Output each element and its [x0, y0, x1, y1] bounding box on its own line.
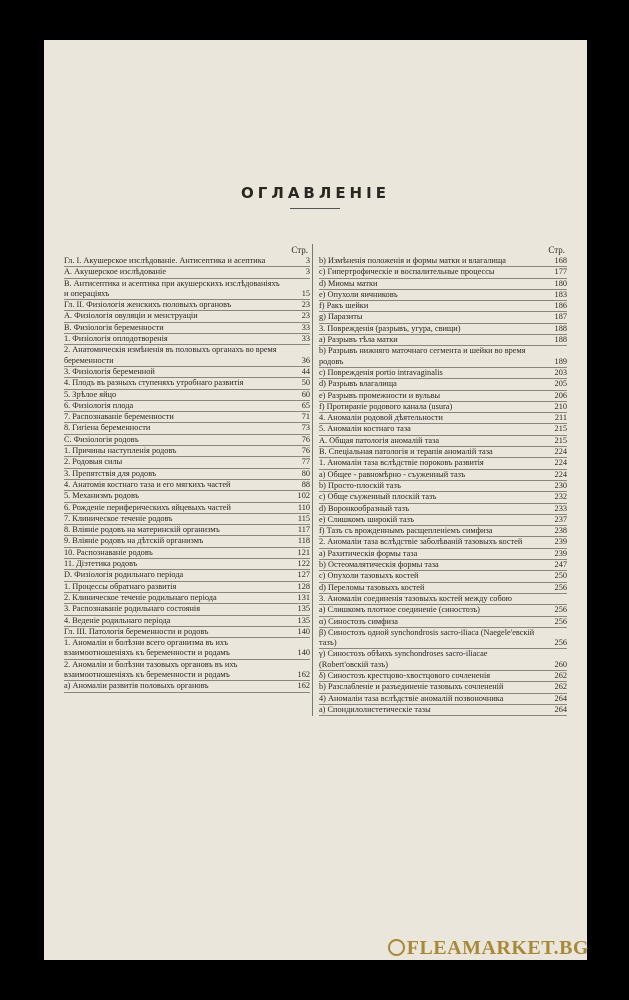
toc-entry-page: 238 [554, 526, 567, 536]
toc-entry-page: 168 [554, 256, 567, 265]
toc-entry [64, 638, 310, 660]
toc-entry [319, 402, 567, 413]
toc-entry-text: 1. Аномаліи и болѣзни всего организма въ ихъ взаимоотношеніяхъ къ беременности и родамъ [64, 638, 230, 658]
watermark [388, 937, 589, 960]
toc-entry-text: В. Антисептика и асептика при акушерскихъ изслѣдованіяхъ и операціяхъ [64, 278, 280, 298]
toc-entry-text: 8. Вліяніе родовъ на материнскій организмъ [64, 525, 220, 535]
toc-entry-page: 224 [554, 469, 567, 479]
toc-entry-page: 60 [301, 389, 310, 399]
toc-entry-text: g) Паразиты [319, 312, 363, 322]
toc-entry-page: 128 [297, 581, 310, 591]
toc-entry-page: 183 [554, 289, 567, 299]
toc-entry-page: 76 [301, 446, 310, 456]
toc-entry-page: 210 [554, 401, 567, 411]
toc-entry-page: 256 [554, 638, 567, 648]
toc-entry-page: 188 [554, 335, 567, 345]
toc-entry-text: Гл. II. Физіологія женскихъ половыхъ органовъ [64, 300, 232, 310]
toc-entry-text: β) Синостозъ одной synchondrosis sacro-iliaca (Naegele'евскій тазъ) [319, 627, 535, 648]
toc-entry-page: 262 [554, 670, 567, 680]
toc-entry-page: 264 [554, 704, 567, 714]
toc-entry [319, 583, 567, 594]
toc-entry-page: 50 [301, 378, 310, 388]
toc-entry [319, 492, 567, 503]
toc-entry [319, 594, 567, 605]
toc-entry-text: А. Физіологія овуляціи и менструаціи [64, 311, 198, 321]
toc-entry [319, 413, 567, 424]
toc-entry-page: 233 [554, 503, 567, 513]
toc-entry [319, 447, 567, 458]
toc-entry-text: С. Физіологія родовъ [64, 434, 139, 444]
toc-entry-page: 239 [554, 537, 567, 547]
toc-entry-text: с) Поврежденія portio intravaginalis [319, 367, 443, 377]
toc-entry [64, 548, 310, 559]
toc-entry-text: 11. Діэтетика родовъ [64, 559, 138, 569]
toc-entry-page: 122 [297, 559, 310, 569]
toc-right-list [319, 256, 567, 716]
toc-entry-text: 9. Вліяніе родовъ на дѣтскій организмъ [64, 536, 204, 546]
toc-entry-page: 215 [554, 435, 567, 445]
toc-entry [319, 560, 567, 571]
toc-entry [319, 470, 567, 481]
toc-entry [319, 526, 567, 537]
toc-entry-text: 5. Зрѣлое яйцо [64, 389, 117, 399]
toc-entry [319, 649, 567, 671]
toc-entry [64, 503, 310, 514]
toc-entry-page: 121 [297, 547, 310, 557]
toc-entry-text: 5. Механизмъ родовъ [64, 491, 139, 501]
toc-left-list [64, 256, 310, 693]
toc-entry-text: f) Ракъ шейки [319, 301, 369, 311]
toc-entry [319, 436, 567, 447]
toc-entry-page: 135 [297, 604, 310, 614]
toc-entry-page: 239 [554, 548, 567, 558]
toc-entry-text: 1. Аномаліи таза вслѣдствіе пороковъ развитія [319, 458, 484, 468]
toc-entry-page: 230 [554, 480, 567, 490]
toc-entry-text: b) Разрывъ нижняго маточнаго сегмента и шейки во время родовъ [319, 346, 526, 366]
toc-entry [319, 368, 567, 379]
toc-entry [64, 390, 310, 401]
toc-entry-page: 162 [297, 669, 310, 679]
toc-entry [319, 335, 567, 346]
toc-entry [64, 345, 310, 367]
toc-entry-text: А. Общая патологія аномалій таза [319, 435, 440, 445]
toc-entry-text: b) Измѣненія положенія и формы матки и влагалища [319, 256, 506, 265]
toc-entry-text: δ) Синостозъ крестцово-хвостцового сочлененія [319, 670, 491, 680]
page-title: ОГЛАВЛЕНІЕ [241, 184, 390, 202]
toc-entry-page: 140 [297, 648, 310, 658]
toc-entry-text: Гл. I. Акушерское изслѣдованіе. Антисептика и асептика [64, 256, 266, 265]
book-page [44, 40, 587, 960]
toc-entry [64, 323, 310, 334]
toc-entry-page: 177 [554, 267, 567, 277]
toc-entry-page: 206 [554, 390, 567, 400]
toc-entry-text: γ) Синостозъ обѣихъ synchondroses sacro-iliacae (Robert'овскій тазъ) [319, 649, 488, 669]
toc-entry [64, 627, 310, 638]
toc-entry-text: а) Слишкомъ плотное соединеніе (синостозъ) [319, 605, 480, 615]
toc-entry-text: 1. Физіологія оплодотворенія [64, 334, 168, 344]
toc-left-column [64, 244, 310, 693]
toc-entry [64, 593, 310, 604]
toc-entry [319, 458, 567, 469]
toc-entry-text: а) Спондилолистетическіе тазы [319, 704, 431, 714]
toc-entry-page: 256 [554, 582, 567, 592]
toc-entry-text: b) Просто-плоскій тазъ [319, 480, 401, 490]
toc-entry [319, 346, 567, 368]
toc-entry-page: 110 [297, 502, 310, 512]
toc-entry-page: 127 [297, 570, 310, 580]
toc-entry [64, 660, 310, 682]
toc-entry-text: с) Гипертрофическіе и воспалительные процессы [319, 267, 495, 277]
toc-entry-page: 140 [297, 626, 310, 636]
toc-entry [319, 682, 567, 693]
toc-entry-page: 80 [301, 468, 310, 478]
toc-entry [64, 469, 310, 480]
toc-entry-text: 8. Гигіена беременности [64, 423, 151, 433]
toc-entry [64, 604, 310, 615]
toc-entry [64, 412, 310, 423]
toc-entry-text: b) Разслабленіе и разъединеніе тазовыхъ сочлененій [319, 682, 504, 692]
toc-entry-text: 7. Распознаваніе беременности [64, 412, 174, 422]
toc-entry-page: 211 [554, 413, 567, 423]
toc-entry [64, 401, 310, 412]
toc-entry [319, 628, 567, 650]
toc-entry [64, 367, 310, 378]
toc-entry [64, 378, 310, 389]
toc-entry-text: 3. Распознаваніе родильнаго состоянія [64, 604, 201, 614]
toc-entry-page: 256 [554, 616, 567, 626]
toc-entry-text: d) Разрывъ влагалища [319, 379, 397, 389]
toc-entry-text: 2. Родовыя силы [64, 457, 123, 467]
toc-entry-page: 36 [301, 355, 310, 365]
toc-entry-page: 264 [554, 693, 567, 703]
toc-entry [319, 279, 567, 290]
toc-entry [319, 301, 567, 312]
toc-entry-page: 23 [301, 311, 310, 321]
toc-entry-text: e) Слишкомъ широкій тазъ [319, 514, 415, 524]
toc-entry-page: 205 [554, 379, 567, 389]
toc-entry-text: 6. Физіологія плода [64, 400, 134, 410]
toc-entry [319, 379, 567, 390]
toc-entry-text: 3. Поврежденія (разрывъ, угура, свищи) [319, 323, 461, 333]
toc-entry-page: 3 [305, 256, 310, 265]
toc-entry-page: 44 [301, 366, 310, 376]
toc-entry-page: 262 [554, 682, 567, 692]
toc-entry-page: 247 [554, 560, 567, 570]
toc-entry [319, 617, 567, 628]
toc-entry-text: 4. Веденіе родильнаго періода [64, 615, 171, 625]
toc-entry [319, 605, 567, 616]
toc-entry-page: 232 [554, 492, 567, 502]
toc-entry [319, 504, 567, 515]
toc-entry [64, 525, 310, 536]
toc-entry-page: 260 [554, 659, 567, 669]
toc-entry-text: e) Опухоли яичниковъ [319, 289, 398, 299]
toc-entry [64, 334, 310, 345]
toc-entry [64, 267, 310, 278]
toc-entry-text: а) Разрывъ тѣла матки [319, 335, 398, 345]
toc-entry [64, 300, 310, 311]
toc-entry-text: А. Акушерское изслѣдованіе [64, 267, 167, 277]
toc-entry [64, 559, 310, 570]
toc-entry-page: 65 [301, 400, 310, 410]
toc-entry [64, 681, 310, 692]
toc-entry [319, 515, 567, 526]
toc-entry-text: 1. Процессы обратнаго развитія [64, 581, 177, 591]
toc-entry-page: 224 [554, 458, 567, 468]
toc-entry-text: 5. Аномаліи костнаго таза [319, 424, 411, 434]
toc-entry [319, 571, 567, 582]
toc-entry [319, 312, 567, 323]
watermark-text: FLEAMARKET.BG [406, 937, 589, 959]
toc-entry-text: а) Общее - равномѣрно - съуженный тазъ [319, 469, 466, 479]
toc-entry-text: 3. Физіологія беременной [64, 366, 155, 376]
toc-entry-page: 180 [554, 278, 567, 288]
toc-entry-text: D. Физіологія родильнаго періода [64, 570, 184, 580]
toc-entry [64, 514, 310, 525]
toc-entry [64, 480, 310, 491]
toc-entry-text: 4) Аномаліи таза вслѣдствіе аномалій позвоночника [319, 693, 504, 703]
toc-entry-text: 2. Анатомическія измѣненія въ половыхъ органахъ во время беременности [64, 345, 277, 365]
toc-entry-page: 102 [297, 491, 310, 501]
toc-entry-text: 2. Клиническое теченіе родильнаго періода [64, 592, 217, 602]
toc-entry-page: 250 [554, 571, 567, 581]
toc-entry [64, 570, 310, 581]
toc-entry-text: а) Аномаліи развитія половыхъ органовъ [64, 681, 209, 691]
title-rule [290, 208, 340, 209]
toc-entry-page: 76 [301, 434, 310, 444]
toc-entry [64, 616, 310, 627]
toc-entry [64, 446, 310, 457]
toc-entry [319, 481, 567, 492]
toc-entry-page: 88 [301, 479, 310, 489]
toc-entry [64, 582, 310, 593]
toc-entry-page: 23 [301, 300, 310, 310]
toc-entry-text: 4. Плодъ въ разныхъ ступеняхъ утробнаго развитія [64, 378, 244, 388]
toc-entry-page: 188 [554, 323, 567, 333]
toc-entry-text: d) Миомы матки [319, 278, 378, 288]
toc-entry-text: 6. Рожденіе периферическихъ яйцевыхъ частей [64, 502, 231, 512]
toc-entry [319, 290, 567, 301]
toc-entry [64, 423, 310, 434]
toc-entry-text: 1. Причины наступленія родовъ [64, 446, 177, 456]
toc-entry-page: 73 [301, 423, 310, 433]
toc-entry-page: 215 [554, 424, 567, 434]
toc-entry-page: 15 [301, 288, 310, 298]
toc-entry-page: 33 [301, 322, 310, 332]
toc-entry-text: b) Остеомалятическія формы таза [319, 560, 439, 570]
toc-entry [319, 671, 567, 682]
watermark-logo-icon [388, 939, 405, 956]
toc-entry-page: 118 [297, 536, 310, 546]
toc-entry-text: f) Протираніе родового канала (usura) [319, 401, 453, 411]
toc-entry [64, 256, 310, 267]
toc-entry-page: 162 [297, 681, 310, 691]
toc-entry-text: α) Синостозъ симфиза [319, 616, 398, 626]
toc-entry-text: 4. Анатомія костнаго таза и его мягкихъ частей [64, 479, 231, 489]
toc-entry-page: 135 [297, 615, 310, 625]
toc-entry-text: с) Обще съуженный плоскій тазъ [319, 492, 437, 502]
toc-entry [319, 424, 567, 435]
toc-entry-page: 131 [297, 592, 310, 602]
toc-entry [64, 536, 310, 547]
toc-entry-text: 2. Аномаліи и болѣзни тазовыхъ органовъ въ ихъ взаимоотношеніяхъ къ беременности и родамъ [64, 659, 238, 679]
toc-entry-page: 189 [554, 356, 567, 366]
toc-entry-text: 10. Распознаваніе родовъ [64, 547, 153, 557]
toc-entry-text: 3. Аномаліи соединенія тазовыхъ костей между собою [319, 593, 513, 603]
toc-entry-page: 33 [301, 334, 310, 344]
toc-entry-page: 3 [305, 267, 310, 277]
toc-entry-text: d) Воронкообразный тазъ [319, 503, 410, 513]
toc-entry-text: 2. Аномаліи таза вслѣдствіе заболѣваній тазовыхъ костей [319, 537, 523, 547]
toc-entry [319, 705, 567, 716]
toc-entry-page: 71 [301, 412, 310, 422]
toc-entry-text: Гл. III. Патологія беременности и родовъ [64, 626, 209, 636]
toc-entry [319, 549, 567, 560]
toc-entry-text: В. Спеціальная патологія и терапія аномалій таза [319, 447, 493, 457]
toc-entry [64, 311, 310, 322]
toc-entry [319, 391, 567, 402]
toc-entry [319, 537, 567, 548]
toc-entry [64, 457, 310, 468]
toc-entry-page: 186 [554, 301, 567, 311]
toc-entry [319, 267, 567, 278]
toc-entry-text: 7. Клиническое теченіе родовъ [64, 513, 173, 523]
page-header-label: Стр. [548, 245, 565, 255]
page-header-label: Стр. [291, 245, 308, 255]
toc-entry-page: 187 [554, 312, 567, 322]
toc-entry [64, 435, 310, 446]
toc-entry-text: 3. Препятствія для родовъ [64, 468, 157, 478]
toc-entry-page: 77 [301, 457, 310, 467]
toc-entry-page: 237 [554, 514, 567, 524]
toc-entry-text: а) Рахитическія формы таза [319, 548, 418, 558]
toc-entry-page: 256 [554, 605, 567, 615]
toc-entry [64, 491, 310, 502]
toc-entry-text: с) Опухоли тазовыхъ костей [319, 571, 419, 581]
toc-entry-page: 224 [554, 447, 567, 457]
toc-entry [319, 694, 567, 705]
toc-entry-page: 203 [554, 367, 567, 377]
toc-entry-text: 4. Аномаліи родовой дѣятельности [319, 413, 443, 423]
toc-entry-page: 115 [297, 513, 310, 523]
toc-entry-text: d) Переломы тазовыхъ костей [319, 582, 425, 592]
toc-entry-page: 117 [297, 525, 310, 535]
toc-entry-text: e) Разрывъ промежности и вульвы [319, 390, 441, 400]
toc-entry-text: f) Тазъ съ врожденнымъ расщепленіемъ симфиза [319, 526, 493, 536]
toc-entry-text: В. Физіологія беременности [64, 322, 164, 332]
toc-right-column [312, 244, 567, 716]
toc-entry [319, 324, 567, 335]
toc-entry [319, 256, 567, 267]
toc-entry [64, 279, 310, 301]
